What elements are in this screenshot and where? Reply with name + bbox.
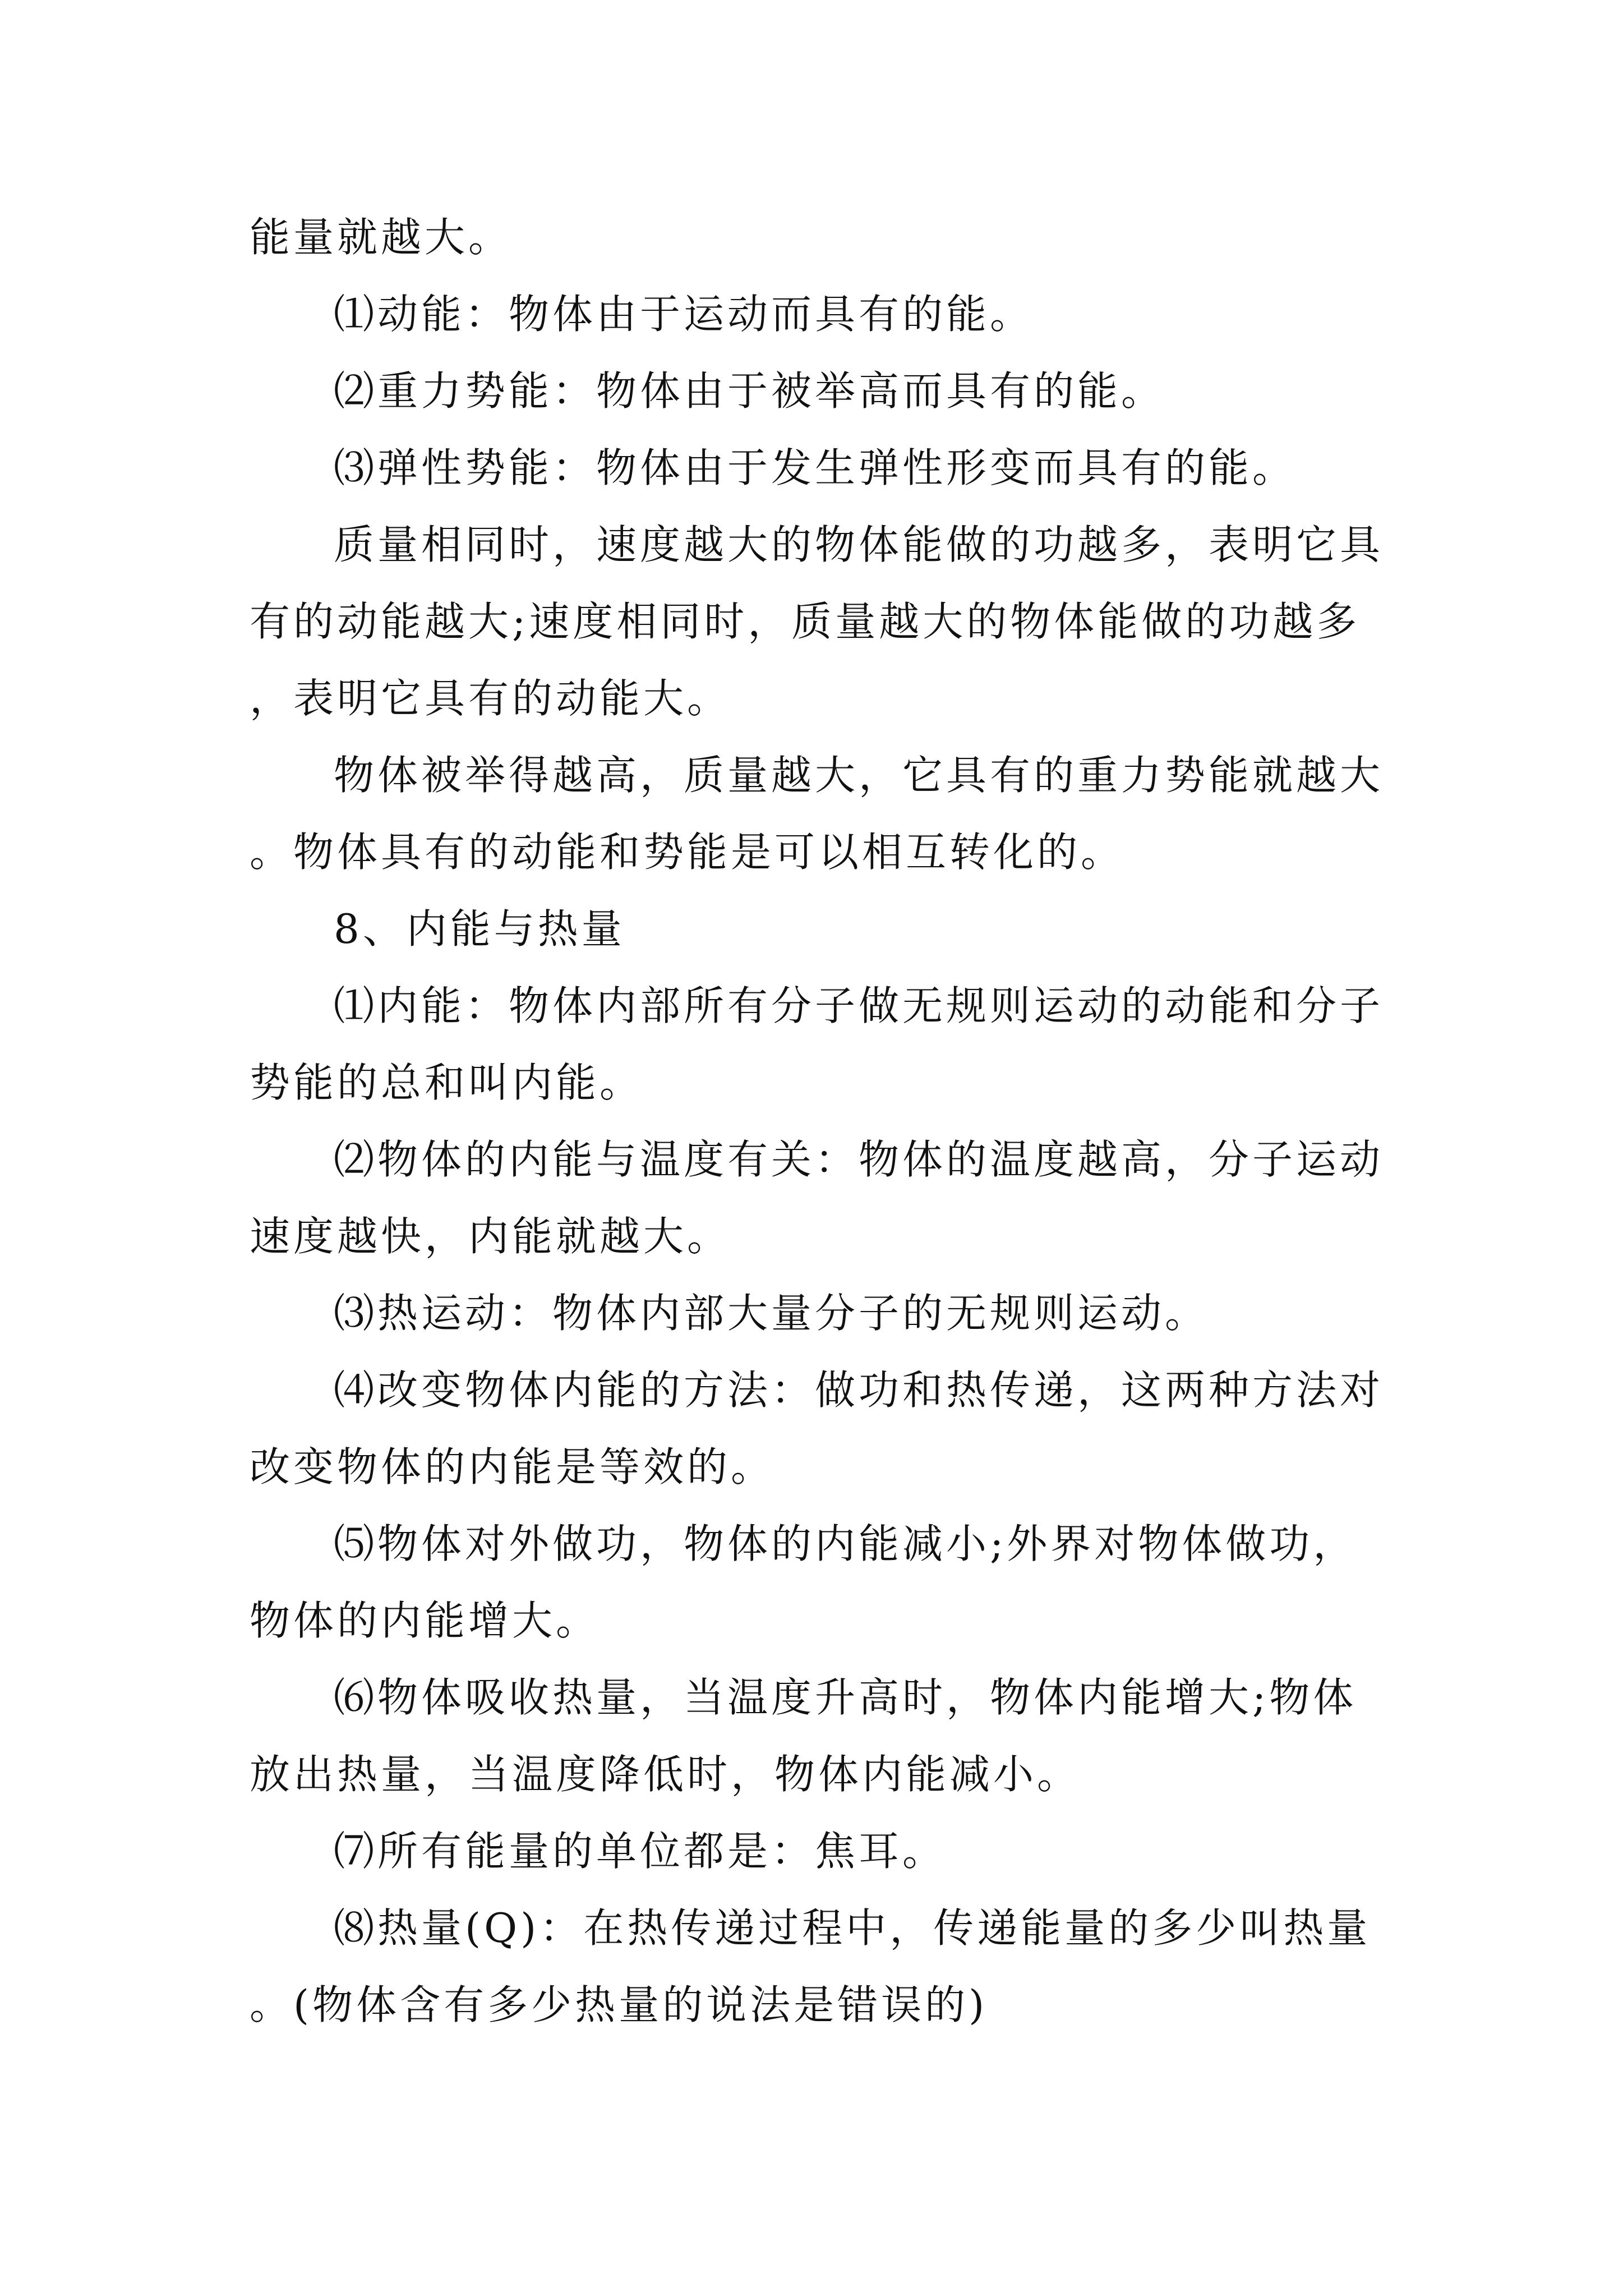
paragraph-continuation: 能量就越大。 bbox=[250, 214, 513, 261]
paragraph-internal-energy-temperature: ⑵物体的内能与温度有关：物体的温度越高，分子运动速度越快，内能就越大。 bbox=[250, 1136, 1384, 1260]
paragraph-heat-and-internal-energy: ⑹物体吸收热量，当温度升高时，物体内能增大;物体放出热量，当温度降低时，物体内能减小。 bbox=[250, 1674, 1357, 1798]
paragraph-kinetic-energy: ⑴动能：物体由于运动而具有的能。 bbox=[334, 291, 1034, 338]
document-body bbox=[250, 199, 1399, 2044]
paragraph-gravitational-potential-energy: ⑵重力势能：物体由于被举高而具有的能。 bbox=[334, 367, 1165, 415]
paragraph-change-internal-energy: ⑷改变物体内能的方法：做功和热传递，这两种方法对改变物体的内能是等效的。 bbox=[250, 1366, 1384, 1490]
paragraph-internal-energy-definition: ⑴内能：物体内部所有分子做无规则运动的动能和分子势能的总和叫内能。 bbox=[250, 982, 1384, 1106]
paragraph-heat-definition: ⑻热量(Q)：在热传递过程中，传递能量的多少叫热量。(物体含有多少热量的说法是错误的) bbox=[250, 1904, 1371, 2028]
paragraph-elastic-potential-energy: ⑶弹性势能：物体由于发生弹性形变而具有的能。 bbox=[334, 444, 1297, 491]
paragraph-thermal-motion: ⑶热运动：物体内部大量分子的无规则运动。 bbox=[334, 1290, 1209, 1337]
paragraph-energy-unit: ⑺所有能量的单位都是：焦耳。 bbox=[334, 1828, 947, 1875]
paragraph-potential-energy-factors: 物体被举得越高，质量越大，它具有的重力势能就越大。物体具有的动能和势能是可以相互转化的。 bbox=[250, 752, 1384, 876]
paragraph-kinetic-energy-factors: 质量相同时，速度越大的物体能做的功越多，表明它具有的动能越大;速度相同时，质量越大的物体能做的功越多，表明它具有的动能大。 bbox=[250, 521, 1384, 722]
section-heading-internal-energy: 8、内能与热量 bbox=[334, 905, 625, 953]
paragraph-work-and-internal-energy: ⑸物体对外做功，物体的内能减小;外界对物体做功，物体的内能增大。 bbox=[250, 1520, 1357, 1644]
